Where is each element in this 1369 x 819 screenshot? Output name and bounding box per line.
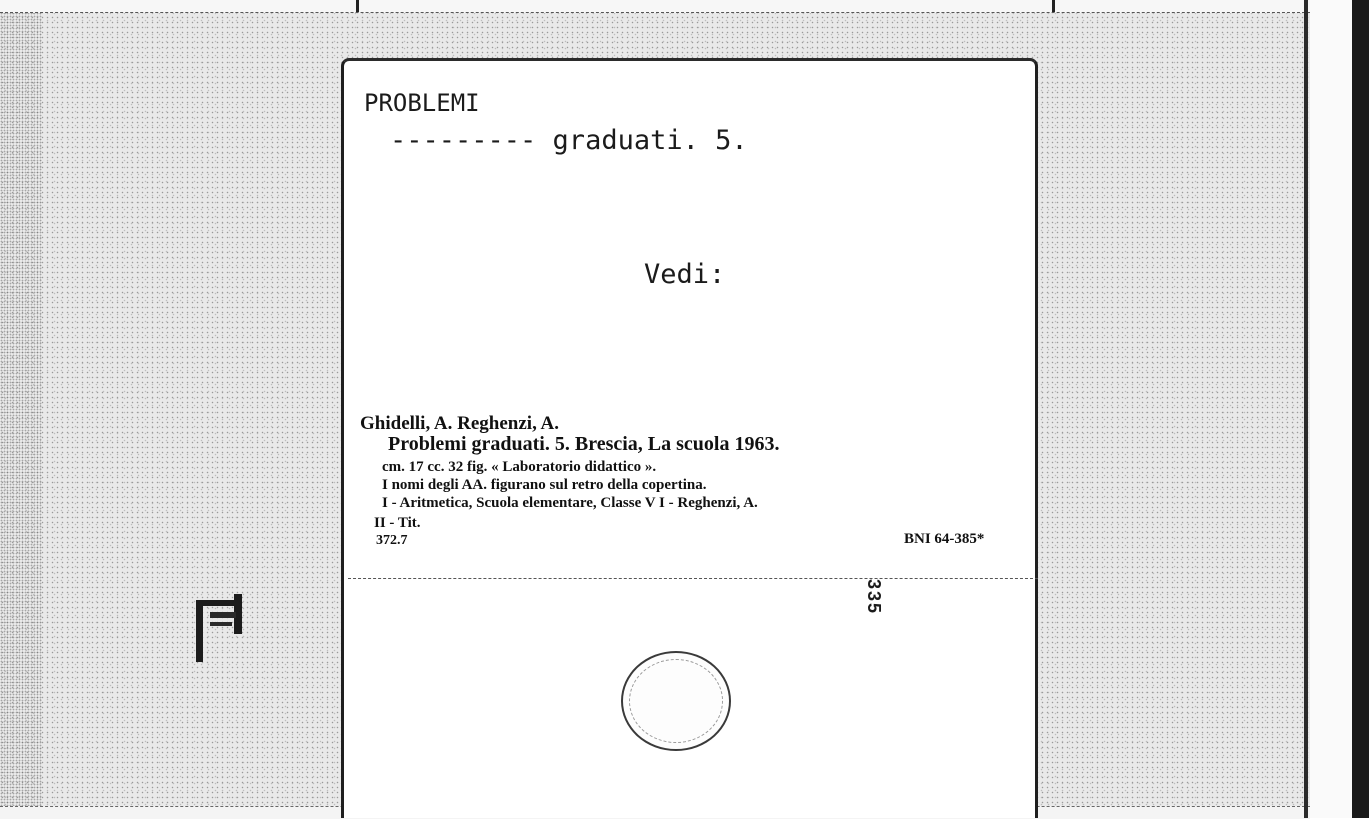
slip-bni-number: BNI 64-385* (904, 531, 985, 547)
slip-imprint: Brescia, La scuola 1963. (569, 433, 780, 455)
divider-tab-icon (196, 590, 242, 662)
drawer-top-mark (356, 0, 359, 12)
printed-slip (348, 411, 1038, 579)
drawer-top-mark (1052, 0, 1055, 12)
slip-title: Problemi graduati. 5. (388, 433, 570, 455)
slip-author: Ghidelli, A. Reghenzi, A. (360, 413, 559, 434)
slip-subjects: I - Aritmetica, Scuola elementare, Classe V I - Reghenzi, A. (382, 495, 758, 511)
drawer-right-gap (1310, 0, 1352, 818)
slip-title-entry: II - Tit. (374, 515, 421, 531)
slip-physical-description: cm. 17 cc. 32 fig. « Laboratorio didattico ». (382, 459, 657, 475)
see-reference-label: Vedi: (644, 259, 726, 290)
punch-hole (621, 651, 731, 751)
catalog-card (341, 58, 1038, 818)
card-number: 335 (864, 579, 884, 616)
slip-note: I nomi degli AA. figurano sul retro della copertina. (382, 477, 707, 493)
card-subheading: --------- graduati. 5. (390, 125, 748, 156)
drawer-top-edge (0, 0, 1310, 13)
slip-classification: 372.7 (376, 533, 408, 548)
drawer-right-rail (1304, 0, 1308, 818)
slip-title-line (388, 433, 780, 456)
card-heading: PROBLEMI (364, 89, 480, 117)
drawer-right-edge (1352, 0, 1369, 818)
drawer-left-edge (0, 0, 42, 818)
